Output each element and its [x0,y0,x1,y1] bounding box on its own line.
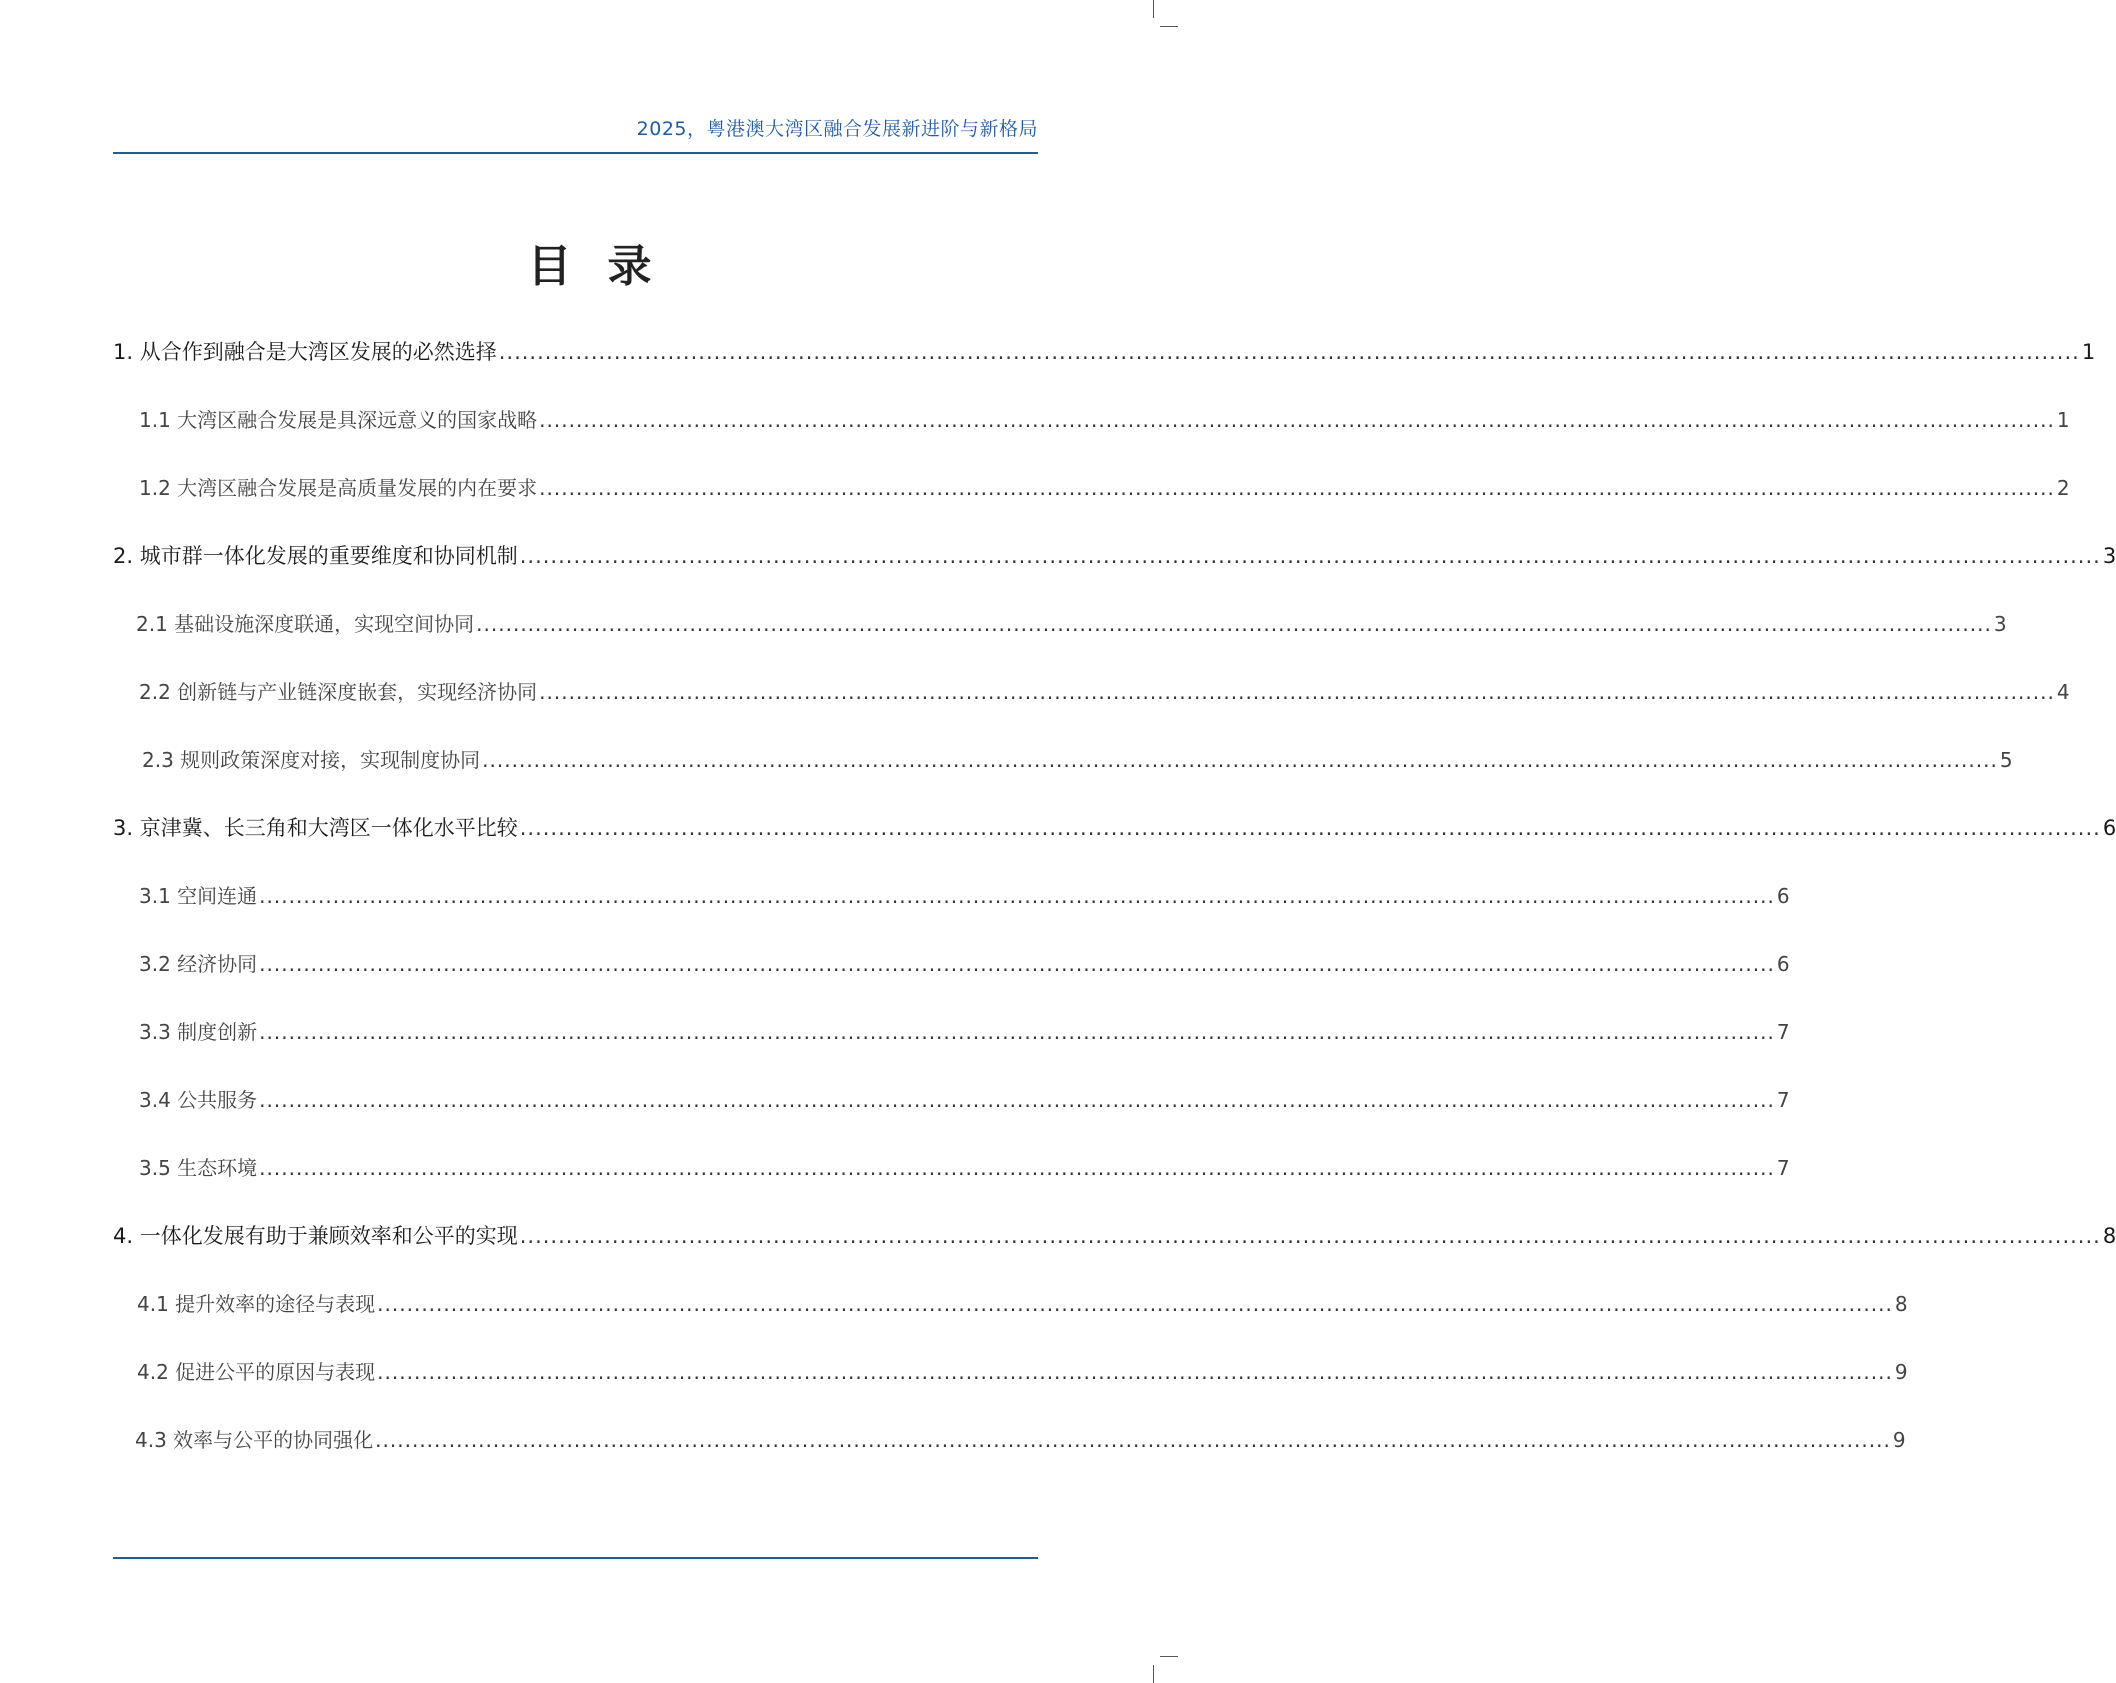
toc-entry-label: 3.4 公共服务 [139,1088,258,1112]
toc-leader: .............................................................................................................................................................................................................. [482,748,1998,772]
toc-entry-label: 2.3 规则政策深度对接，实现制度协同 [142,748,481,772]
toc-entry[interactable] [139,948,1790,978]
toc-entry-label: 1.1 大湾区融合发展是具深远意义的国家战略 [139,408,538,432]
crop-mark-bottom-right-h [1160,1656,1178,1657]
toc-entry[interactable] [139,1152,1790,1182]
toc-entry-page: 8 [2102,1224,2116,1248]
toc-entry-page: 9 [1892,1428,1906,1452]
toc-entry-page: 7 [1776,1020,1790,1044]
toc-entry-label: 3. 京津冀、长三角和大湾区一体化水平比较 [113,816,518,840]
toc-leader: .............................................................................................................................................................................................................. [377,1360,1893,1384]
toc-entry-page: 1 [2081,340,2096,364]
crop-mark-top-right-h [1160,26,1178,27]
toc-leader: .............................................................................................................................................................................................................. [377,1292,1893,1316]
toc-leader: .............................................................................................................................................................................................................. [259,952,1775,976]
toc-leader: .............................................................................................................................................................................................................. [375,1428,1891,1452]
footer-rule [113,1557,1038,1559]
toc-entry-label: 3.1 空间连通 [139,884,258,908]
toc-leader: .............................................................................................................................................................................................................. [519,816,2101,840]
toc-entry-page: 4 [2056,680,2070,704]
toc-entry-page: 8 [1894,1292,1908,1316]
toc-entry-page: 2 [2056,476,2070,500]
toc-leader: .............................................................................................................................................................................................................. [476,612,1992,636]
toc-entry-label: 1. 从合作到融合是大湾区发展的必然选择 [113,340,497,364]
crop-mark-bottom-right [1153,1665,1154,1683]
crop-mark-top-right [1153,0,1154,18]
toc-entry-label: 3.3 制度创新 [139,1020,258,1044]
toc-leader: .............................................................................................................................................................................................................. [259,884,1775,908]
toc-entry[interactable] [137,1356,1908,1386]
toc-entry[interactable] [136,608,2007,638]
toc-entry-label: 4.2 促进公平的原因与表现 [137,1360,376,1384]
toc-entry-label: 4.1 提升效率的途径与表现 [137,1292,376,1316]
toc-entry-page: 7 [1776,1156,1790,1180]
running-header: 2025，粤港澳大湾区融合发展新进阶与新格局 [636,118,1038,140]
toc-entry[interactable] [139,1084,1790,1114]
toc-entry[interactable] [139,880,1790,910]
toc-entry[interactable] [139,472,2070,502]
toc-entry[interactable] [139,676,2070,706]
toc-entry-page: 3 [1993,612,2007,636]
toc-leader: .............................................................................................................................................................................................................. [539,408,2055,432]
toc-entry[interactable] [142,744,2013,774]
toc-entry[interactable] [139,1016,1790,1046]
toc-entry-label: 3.2 经济协同 [139,952,258,976]
toc-leader: .............................................................................................................................................................................................................. [498,340,2080,364]
header-rule [113,152,1038,154]
toc-entry-page: 5 [1999,748,2013,772]
toc-leader: .............................................................................................................................................................................................................. [259,1156,1775,1180]
toc-entry-page: 1 [2056,408,2070,432]
toc-entry[interactable] [137,1288,1908,1318]
toc-entry-page: 9 [1894,1360,1908,1384]
toc-entry-label: 2. 城市群一体化发展的重要维度和协同机制 [113,544,518,568]
toc-title: 目录 [527,241,688,292]
toc-entry[interactable] [113,540,2116,570]
toc-entry-label: 4. 一体化发展有助于兼顾效率和公平的实现 [113,1224,518,1248]
toc-entry-page: 7 [1776,1088,1790,1112]
toc-entry-label: 2.2 创新链与产业链深度嵌套，实现经济协同 [139,680,538,704]
toc-entry-label: 2.1 基础设施深度联通，实现空间协同 [136,612,475,636]
toc-entry-page: 6 [1776,952,1790,976]
toc-entry[interactable] [139,404,2070,434]
toc-entry[interactable] [113,812,2116,842]
toc-entry[interactable] [113,1220,2116,1250]
toc-leader: .............................................................................................................................................................................................................. [519,544,2101,568]
toc-entry[interactable] [135,1424,1906,1454]
toc-leader: .............................................................................................................................................................................................................. [539,476,2055,500]
toc-leader: .............................................................................................................................................................................................................. [519,1224,2101,1248]
toc-entry-label: 4.3 效率与公平的协同强化 [135,1428,374,1452]
toc-entry-page: 6 [1776,884,1790,908]
toc-entry-label: 3.5 生态环境 [139,1156,258,1180]
toc-entry[interactable] [113,336,2096,366]
toc-entry-page: 6 [2102,816,2116,840]
toc-leader: .............................................................................................................................................................................................................. [259,1088,1775,1112]
toc-entry-page: 3 [2102,544,2116,568]
toc-entry-label: 1.2 大湾区融合发展是高质量发展的内在要求 [139,476,538,500]
toc-leader: .............................................................................................................................................................................................................. [259,1020,1775,1044]
toc-leader: .............................................................................................................................................................................................................. [539,680,2055,704]
